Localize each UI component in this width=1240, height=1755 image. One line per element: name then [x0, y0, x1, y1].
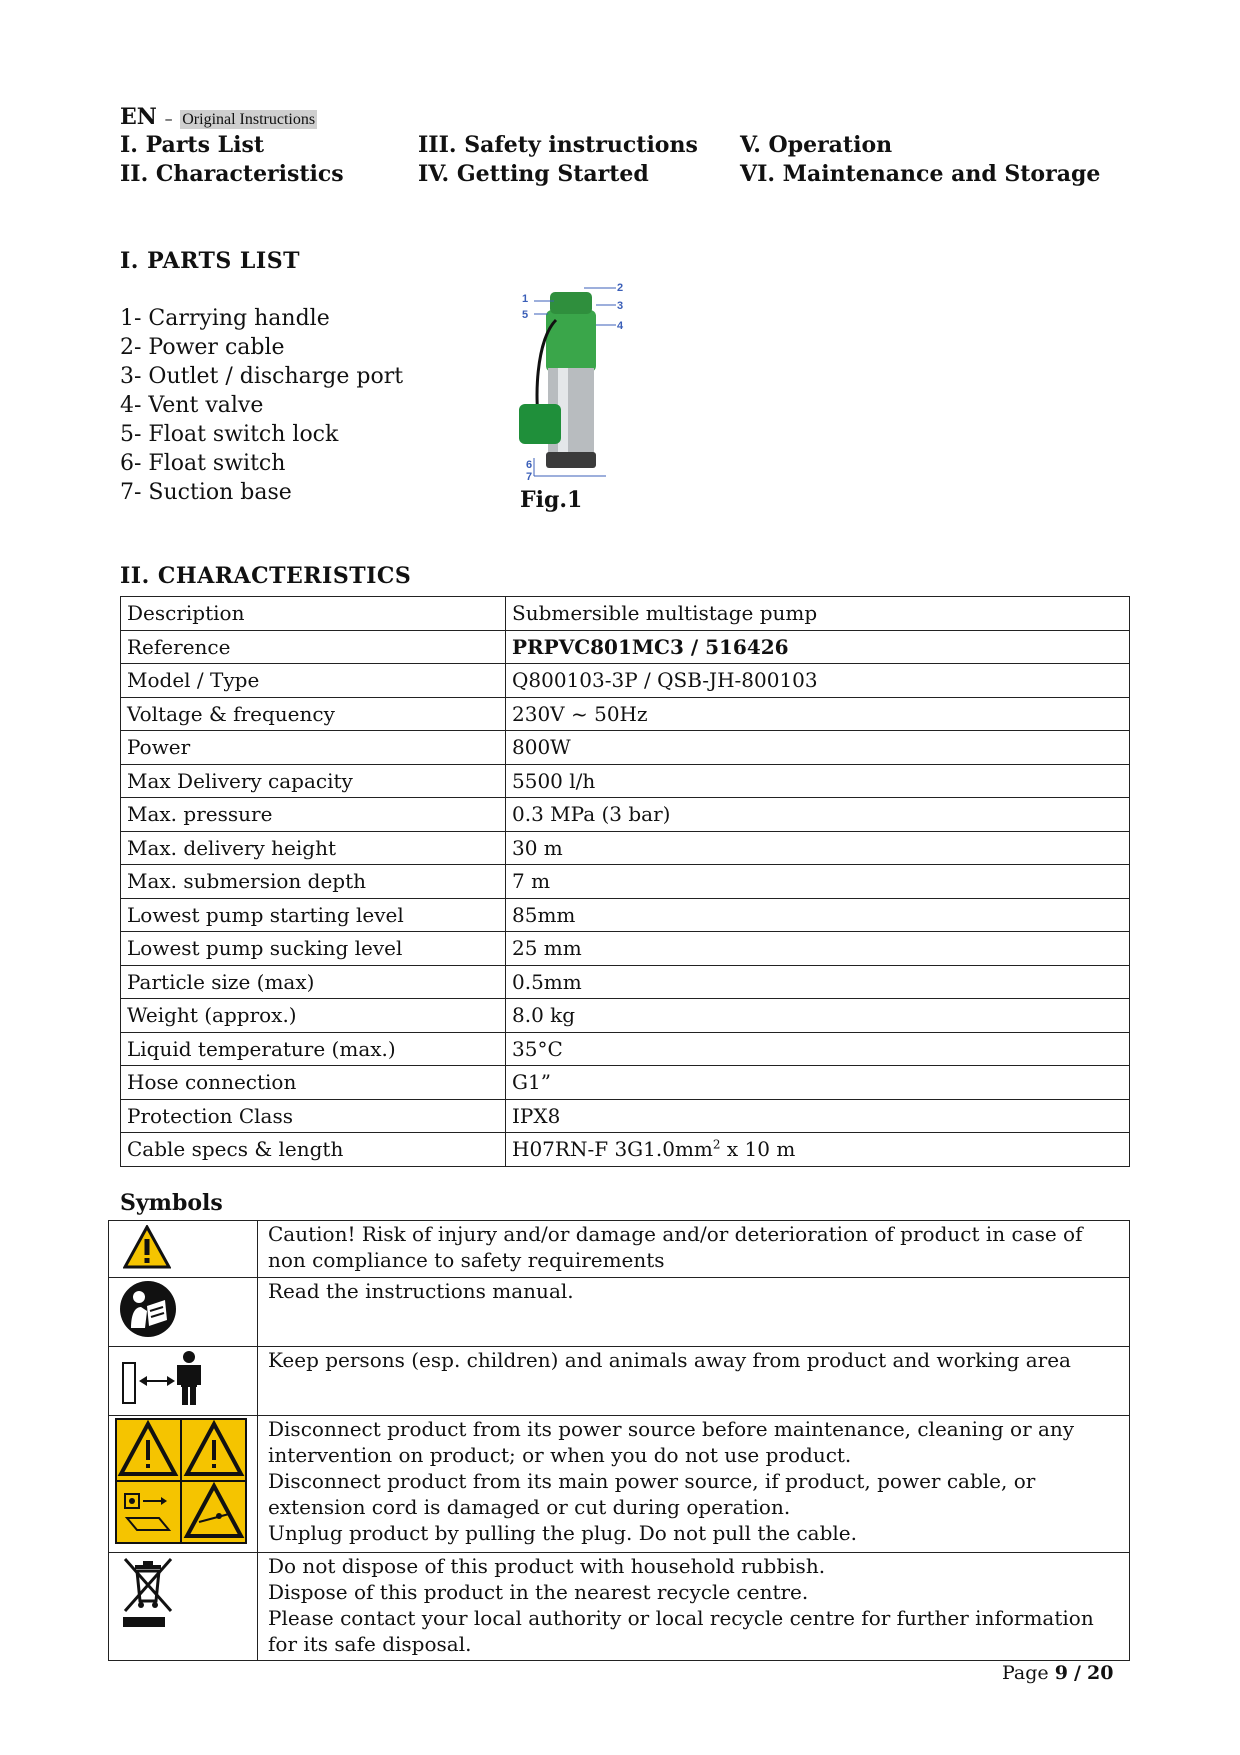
spec-value-text: 30 m: [512, 835, 563, 860]
symbol-text: [258, 1416, 1130, 1553]
table-row: [121, 798, 1130, 832]
symbol-icon-cell: [109, 1221, 258, 1278]
toc-item: VI. Maintenance and Storage: [740, 161, 1101, 187]
symbol-line: Do not dispose of this product with household rubbish.: [268, 1554, 826, 1578]
read-manual-icon: [119, 1280, 177, 1338]
symbol-text: [258, 1347, 1130, 1416]
page-current: 9: [1054, 1662, 1068, 1684]
list-item: 1- Carrying handle: [120, 306, 330, 331]
symbol-line: Disconnect product from its main power source, if product, power cable, or extension cord is damaged or cut during operation.: [268, 1469, 1036, 1519]
symbol-text: [258, 1221, 1130, 1278]
fig-label-3: 3: [617, 300, 624, 312]
toc-item: II. Characteristics: [120, 161, 344, 187]
toc-item: IV. Getting Started: [418, 161, 649, 187]
symbol-text: [258, 1553, 1130, 1661]
disconnect-power-icon: [115, 1418, 247, 1544]
parts-heading: I. PARTS LIST: [120, 248, 300, 274]
table-row: [121, 898, 1130, 932]
symbols-heading: Symbols: [120, 1190, 223, 1216]
table-row: [121, 731, 1130, 765]
spec-label: Lowest pump starting level: [121, 898, 506, 932]
spec-value: [506, 1066, 1130, 1100]
cable-superscript: 2: [712, 1137, 721, 1152]
spec-value: [506, 630, 1130, 664]
float-switch: [519, 404, 561, 444]
fig-label-6: 6: [526, 459, 533, 471]
spec-value-text: 0.5mm: [512, 969, 582, 994]
spec-label: Max Delivery capacity: [121, 764, 506, 798]
page-label: Page: [1002, 1662, 1049, 1684]
table-row: [121, 630, 1130, 664]
spec-label: Max. pressure: [121, 798, 506, 832]
characteristics-table: [120, 596, 1130, 1167]
list-item: 5- Float switch lock: [120, 422, 339, 447]
symbol-text: [258, 1278, 1130, 1347]
spec-value-text: G1”: [512, 1070, 551, 1095]
table-row: [121, 597, 1130, 631]
spec-value-text: Q800103-3P / QSB-JH-800103: [512, 668, 818, 693]
language-header: [120, 104, 317, 130]
fig-label-7: 7: [526, 471, 533, 483]
spec-value-text: 8.0 kg: [512, 1003, 576, 1028]
list-item: 6- Float switch: [120, 451, 286, 476]
symbol-icon-cell: [109, 1416, 258, 1553]
symbol-icon-cell: [109, 1278, 258, 1347]
table-row: [109, 1347, 1130, 1416]
toc-item: III. Safety instructions: [418, 132, 698, 158]
fig-label-1: 1: [522, 293, 529, 305]
spec-value-text: 800W: [512, 735, 571, 760]
table-row: [121, 999, 1130, 1033]
spec-value-text: H07RN-F 3G1.0mm: [512, 1137, 713, 1162]
list-item: 3- Outlet / discharge port: [120, 364, 404, 389]
spec-value-text: PRPVC801MC3 / 516426: [512, 634, 789, 659]
toc-col-1: [120, 131, 344, 189]
spec-label: Cable specs & length: [121, 1133, 506, 1167]
spec-label: Hose connection: [121, 1066, 506, 1100]
spec-value: [506, 1133, 1130, 1167]
spec-label: Power: [121, 731, 506, 765]
table-row: [109, 1278, 1130, 1347]
spec-value-text: IPX8: [512, 1103, 561, 1128]
symbol-line: Unplug product by pulling the plug. Do not pull the cable.: [268, 1521, 857, 1545]
pump-handle: [550, 292, 592, 314]
spec-value: [506, 932, 1130, 966]
spec-value: [506, 965, 1130, 999]
symbols-table: [108, 1220, 1130, 1661]
pump-suction-base: [546, 452, 596, 468]
spec-label: Max. delivery height: [121, 831, 506, 865]
parts-list: [120, 304, 403, 507]
spec-value-text: 5500 l/h: [512, 768, 596, 793]
spec-value: [506, 597, 1130, 631]
table-row: [121, 697, 1130, 731]
list-item: 7- Suction base: [120, 480, 292, 505]
spec-value: [506, 1099, 1130, 1133]
table-row: [109, 1553, 1130, 1661]
pump-figure: [516, 280, 626, 490]
spec-value-text: 35°C: [512, 1036, 563, 1061]
list-item: 4- Vent valve: [120, 393, 264, 418]
table-row: [121, 1032, 1130, 1066]
table-row: [121, 664, 1130, 698]
symbol-icon-cell: [109, 1553, 258, 1661]
spec-label: Voltage & frequency: [121, 697, 506, 731]
subtitle: Original Instructions: [182, 111, 316, 128]
symbol-line: Dispose of this product in the nearest recycle centre.: [268, 1580, 809, 1604]
spec-value: [506, 764, 1130, 798]
table-row: [121, 965, 1130, 999]
spec-value-text: 230V ~ 50Hz: [512, 701, 648, 726]
toc-item: V. Operation: [740, 132, 893, 158]
list-item: 2- Power cable: [120, 335, 285, 360]
spec-value: [506, 831, 1130, 865]
table-row: [121, 1133, 1130, 1167]
fig-label-4: 4: [617, 320, 624, 332]
spec-value-text: Submersible multistage pump: [512, 601, 818, 626]
dash: –: [164, 109, 173, 128]
toc-col-2: [418, 131, 698, 189]
table-row: [121, 1099, 1130, 1133]
spec-value: [506, 1032, 1130, 1066]
table-row: [109, 1416, 1130, 1553]
spec-value-text: 25 mm: [512, 936, 582, 961]
fig-label-5: 5: [522, 309, 529, 321]
spec-label: Liquid temperature (max.): [121, 1032, 506, 1066]
spec-label: Weight (approx.): [121, 999, 506, 1033]
symbol-line: Caution! Risk of injury and/or damage and/or deterioration of product in case of non compliance to safety requirements: [268, 1222, 1083, 1272]
spec-label: Protection Class: [121, 1099, 506, 1133]
warning-triangle-icon: [123, 1225, 171, 1269]
page-number: [1002, 1662, 1113, 1684]
page-separator: /: [1074, 1662, 1081, 1684]
spec-value: [506, 798, 1130, 832]
spec-value: [506, 898, 1130, 932]
table-row: [121, 932, 1130, 966]
symbol-icon-cell: [109, 1347, 258, 1416]
toc-item: I. Parts List: [120, 132, 264, 158]
characteristics-heading: II. CHARACTERISTICS: [120, 563, 412, 589]
spec-label: Lowest pump sucking level: [121, 932, 506, 966]
spec-label: Particle size (max): [121, 965, 506, 999]
language-code: EN: [120, 104, 157, 130]
table-row: [121, 865, 1130, 899]
table-row: [109, 1221, 1130, 1278]
spec-value: [506, 865, 1130, 899]
table-row: [121, 831, 1130, 865]
spec-value: [506, 731, 1130, 765]
table-row: [121, 1066, 1130, 1100]
figure-caption: Fig.1: [520, 487, 583, 513]
spec-value: [506, 697, 1130, 731]
spec-label: Max. submersion depth: [121, 865, 506, 899]
symbol-line: Disconnect product from its power source before maintenance, cleaning or any intervention on product; or when you do not use product.: [268, 1417, 1075, 1467]
symbol-line: Read the instructions manual.: [268, 1279, 574, 1303]
keep-distance-icon: [119, 1349, 215, 1407]
spec-label: Reference: [121, 630, 506, 664]
symbol-line: Please contact your local authority or local recycle centre for further information for its safe disposal.: [268, 1606, 1094, 1656]
table-row: [121, 764, 1130, 798]
spec-label: Model / Type: [121, 664, 506, 698]
pump-motor-housing: [546, 310, 596, 372]
cable-length: x 10 m: [720, 1137, 796, 1162]
spec-label: Description: [121, 597, 506, 631]
spec-value-text: 7 m: [512, 869, 551, 894]
toc-col-3: [740, 131, 1100, 189]
spec-value-text: 85mm: [512, 902, 576, 927]
spec-value: [506, 999, 1130, 1033]
page-total: 20: [1087, 1662, 1114, 1684]
spec-value-text: 0.3 MPa (3 bar): [512, 802, 671, 827]
fig-label-2: 2: [617, 282, 624, 294]
crossed-bin-icon: [119, 1555, 179, 1629]
symbol-line: Keep persons (esp. children) and animals away from product and working area: [268, 1348, 1071, 1372]
spec-value: [506, 664, 1130, 698]
